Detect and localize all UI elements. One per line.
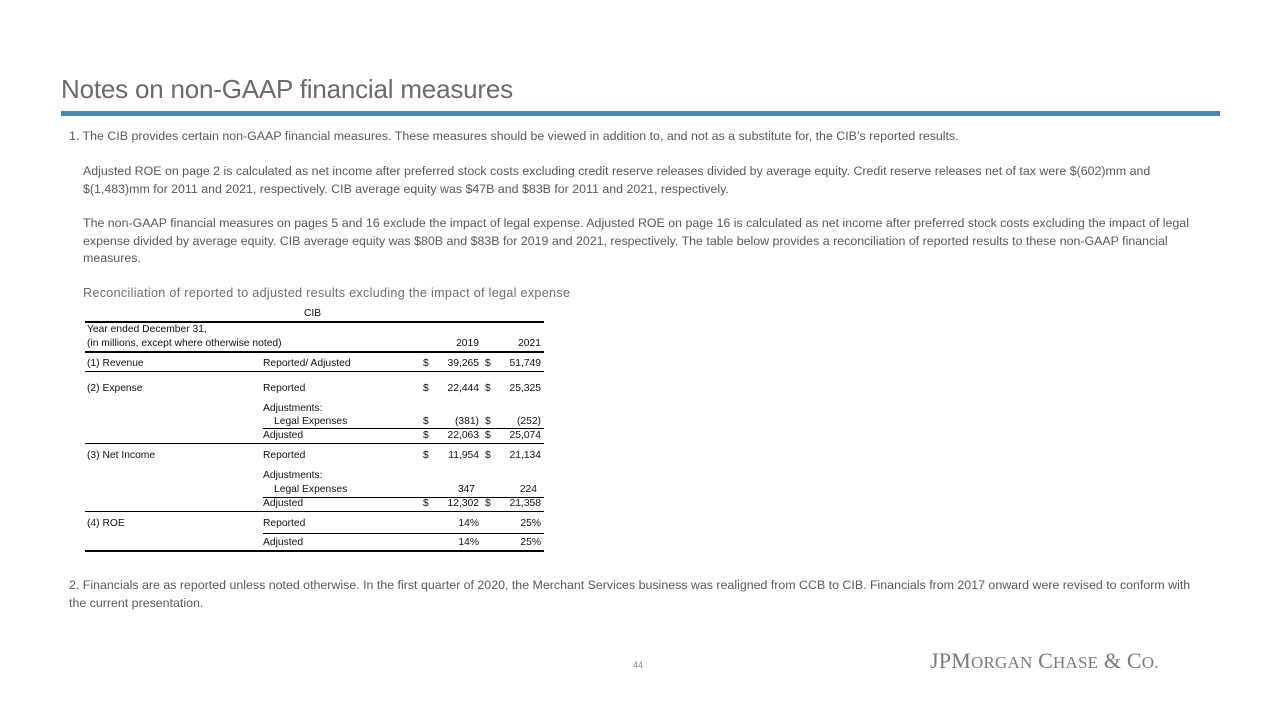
row-sublabel: Reported (263, 450, 306, 461)
currency-2019: $ (423, 450, 429, 461)
paragraph-legal-expense: The non-GAAP financial measures on pages 5 and 16 exclude the impact of legal expense. Adjusted ROE on page 16 is calculated as net income after preferred stock costs excluding the impact of legal expense divided by average equity. CIB average equity was $80B and $83B for 2019 and 2021, respectively. The table below provides a reconciliation of reported results to these non-GAAP financial measures. (83, 216, 1189, 266)
row-sublabel: Reported (263, 518, 306, 529)
value-2019: 39,265 (447, 358, 479, 369)
footnote-1: 1. The CIB provides certain non-GAAP financial measures. These measures should be viewed in addition to, and not as a substitute for, the CIB’s reported results. (69, 129, 959, 143)
currency-2019: $ (423, 498, 429, 509)
value-2021: 25,074 (509, 430, 541, 441)
row-sublabel: Adjusted (263, 498, 304, 509)
header-year-ended: Year ended December 31, (87, 324, 207, 335)
row-divider (85, 511, 544, 512)
row-sublabel: Adjusted (263, 537, 304, 548)
logo-part: O. (1141, 653, 1159, 672)
value-2021: 21,134 (509, 450, 541, 461)
table-top-rule (85, 321, 544, 323)
currency-2021: $ (485, 450, 491, 461)
reconciliation-table (85, 305, 544, 555)
subtotal-rule (263, 533, 544, 534)
logo-part: JP (930, 648, 952, 673)
subtotal-rule (263, 428, 544, 429)
value-2021: 224 (519, 484, 537, 495)
currency-2019: $ (423, 430, 429, 441)
value-2019: 22,444 (447, 383, 479, 394)
reconciliation-title: Reconciliation of reported to adjusted results excluding the impact of legal expense (83, 286, 571, 300)
value-2021: 21,358 (509, 498, 541, 509)
value-2019: 12,302 (447, 498, 479, 509)
value-2019: (381) (454, 416, 479, 427)
header-bottom-rule (85, 351, 544, 353)
currency-2021: $ (485, 498, 491, 509)
currency-2019: $ (423, 358, 429, 369)
column-header-2019: 2019 (456, 338, 479, 349)
logo-part: C (1126, 648, 1142, 673)
paragraph-adjusted-roe: Adjusted ROE on page 2 is calculated as net income after preferred stock costs excluding credit reserve releases divided by average equity. Credit reserve releases net of tax were $(602)mm and $(1,483)mm for 2011 and 2021, respectively. CIB average equity was $47B and $83B for 2011 and 2021, respectively. (83, 164, 1151, 196)
currency-2019: $ (423, 416, 429, 427)
header-units: (in millions, except where otherwise noted) (87, 338, 282, 349)
value-2019: 22,063 (447, 430, 479, 441)
row-sublabel: Legal Expenses (274, 484, 348, 495)
value-2021: 25% (520, 518, 541, 529)
row-sublabel: Adjusted (263, 430, 304, 441)
value-2019: 14% (458, 537, 479, 548)
row-label: (4) ROE (87, 518, 125, 529)
column-header-2021: 2021 (518, 338, 541, 349)
value-2021: 25,325 (509, 383, 541, 394)
value-2019: 11,954 (448, 450, 479, 461)
value-2021: 51,749 (509, 358, 541, 369)
logo-part: C (1038, 648, 1053, 673)
row-sublabel: Adjustments: (263, 403, 323, 414)
company-logo (930, 648, 1159, 674)
table-bottom-rule (85, 550, 544, 552)
row-label: (2) Expense (87, 383, 143, 394)
page-title: Notes on non-GAAP financial measures (61, 74, 513, 104)
title-divider (61, 111, 1220, 116)
row-sublabel: Legal Expenses (274, 416, 348, 427)
value-2019: 14% (458, 518, 479, 529)
value-2021: 25% (520, 537, 541, 548)
row-divider (85, 371, 544, 372)
logo-part: HASE (1053, 653, 1099, 672)
currency-2021: $ (485, 358, 491, 369)
footnote-2: 2. Financials are as reported unless noted otherwise. In the first quarter of 2020, the Merchant Services business was realigned from CCB to CIB. Financials from 2017 onward were revised to conform with the current presentation. (69, 578, 1191, 610)
page-number: 44 (633, 660, 644, 670)
segment-header: CIB (304, 308, 322, 319)
value-2019: 347 (457, 484, 475, 495)
logo-part: & (1103, 648, 1122, 673)
logo-part: M (951, 648, 971, 673)
currency-2021: $ (485, 383, 491, 394)
row-sublabel: Reported (263, 383, 306, 394)
row-label: (3) Net Income (87, 450, 156, 461)
currency-2019: $ (423, 383, 429, 394)
row-sublabel: Adjustments: (263, 470, 323, 481)
row-sublabel: Reported/ Adjusted (263, 358, 351, 369)
row-divider (85, 443, 544, 444)
row-label: (1) Revenue (87, 358, 144, 369)
currency-2021: $ (485, 416, 491, 427)
value-2021: (252) (516, 416, 541, 427)
logo-part: ORGAN (970, 653, 1033, 672)
currency-2021: $ (485, 430, 491, 441)
